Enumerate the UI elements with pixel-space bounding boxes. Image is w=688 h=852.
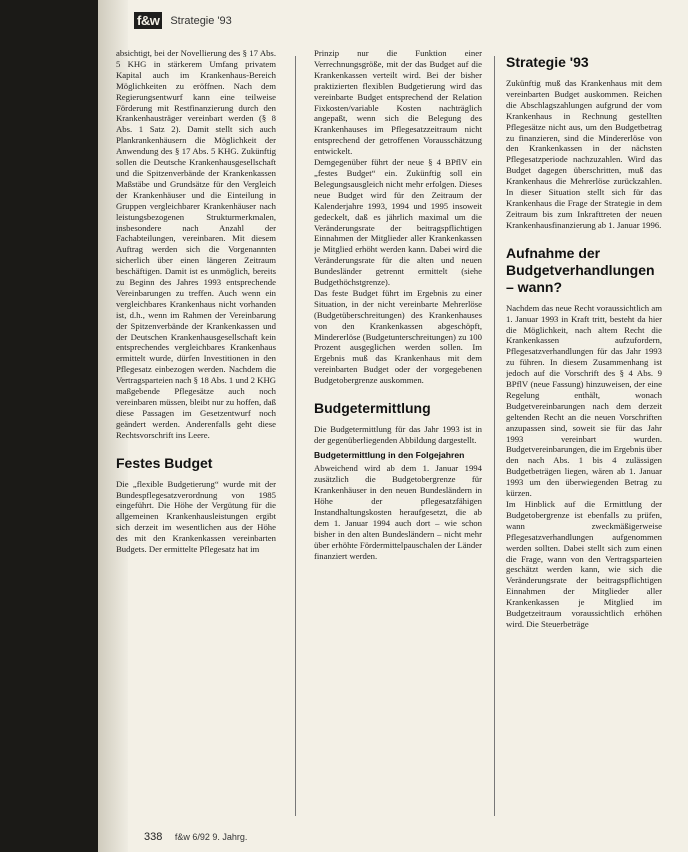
column-divider <box>494 56 495 816</box>
paragraph: absichtigt, bei der Novellierung des § 17 Abs. 5 KHG in stärkerem Umfang privatem Kapital auch im Krankenhaus-Bereich Möglichkeiten zu eröffnen. Nach dem Regierungsentwurf kann eine teilweise Förderung mit Restfinanzierung durch den Krankenhausträger vereinbart werden (§ 8 Abs. 1 Satz 2). Damit stellt sich auch Plankrankenhäusern die Möglichkeit der Anwendung des § 17 Abs. 5 KHG. Zukünftig sollen die Deutsche Krankenhausgesellschaft und die Spitzenverbände der Krankenkassen Maßstäbe und Grundsätze für den Vergleich der Krankenhäuser und die Einteilung in Gruppen vergleichbarer Krankenhäuser nach leistungsbezogenen Strukturmerkmalen, insbesondere nach Anzahl der Fachabteilungen, vereinbaren. Mit diesem Auftrag werden sich die Vorgenannten sicherlich über einen längeren Zeitraum beschäftigen. Damit ist es unmöglich, bereits zu Beginn des Jahres 1993 entsprechende Vereinbarungen zu treffen. Auch wenn ein vergleichbares Krankenhaus nicht vorhanden ist, d.h., wenn im Rahmen der Vereinbarung der Spitzenverbände der Krankenkassen und der Deutschen Krankenhausgesellschaft kein entsprechendes vergleichbares Krankenhaus ermittelt wurde, dürfen Investitionen in den Pflegesatz einbezogen werden. Nachdem die Vertragsparteien nach § 18 Abs. 1 und 2 KHG maßgebende Pflegesätze auch noch vereinbaren müssen, bleibt nur zu hoffen, daß diese Passagen im Gesetzentwurf noch geändert werden. Anderenfalls geht diese Rechtsvorschrift ins Leere. <box>116 48 276 440</box>
paragraph: Zukünftig muß das Krankenhaus mit dem vereinbarten Budget auskommen. Reichen die Abschlagszahlungen aufgrund der vom Krankenhaus in Rechnung gestellten Pflegesätze nicht aus, um den Budgetbetrag zu finanzieren, sind die Mindererlöse von den Krankenkassen in der nächsten Pflegesatzperiode nachzuzahlen. Wird das Budget dagegen überschritten, muß das Krankenhaus die Mehrerlöse zurückzahlen. In dieser Situation stellt sich für das Krankenhaus die Frage der Strategie in dem Zeitraum bis zum Inkrafttreten der neuen Krankenhausfinanzierung ab 1. Januar 1996. <box>506 78 662 230</box>
section-heading-festes-budget: Festes Budget <box>116 454 213 471</box>
column-divider <box>295 56 296 816</box>
footer-source: f&w 6/92 9. Jahrg. <box>174 832 248 842</box>
magazine-page <box>98 0 688 852</box>
paragraph: Prinzip nur die Funktion einer Verrechnungsgröße, mit der das Budget auf die Krankenkassen verteilt wird. Bei der bisher praktizierten flexiblen Budgetierung wird das vereinbarte Budget entsprechend der Relation Fixkosten/variable Kosten nachträglich angepaßt, wenn sich die Belegung des Krankenhauses im Pflegesatzzeitraum nicht entsprechend der getroffenen Vorausschätzung entwickelt. <box>314 48 482 157</box>
paragraph: Das feste Budget führt im Ergebnis zu einer Situation, in der nicht vereinbarte Mehrerlöse (Budgetüberschreitungen) des Krankenhauses von den Krankenkassen abgeschöpft, Mindererlöse (Budgetunterschreitungen) zu 100 Prozent ausgeglichen werden sollen. Im Ergebnis muß das Krankenhaus mit dem vereinbarten Budget oder der vorgegebenen Budgetobergrenze auskommen. <box>314 287 482 386</box>
paragraph: Demgegenüber führt der neue § 4 BPflV ein „festes Budget“ ein. Zukünftig soll ein Belegungsausgleich nicht mehr erfolgen. Dieses neue Budget wird für den Zeitraum der Kalenderjahre 1993, 1994 und 1995 insoweit gedeckelt, daß es jährlich maximal um die Veränderungsrate der beitragspflichtigen Einnahmen der Mitglieder aller Krankenkassen je Mitglied erhöht werden kann. Dabei wird die Veränderungsrate für die alten und neuen Bundesländer getrennt ermittelt (siehe Budgethöchstgrenze). <box>314 157 482 288</box>
paragraph: Die Budgetermittlung für das Jahr 1993 ist in der gegenüberliegenden Abbildung dargestellt. <box>314 424 482 445</box>
text-column-3 <box>506 48 662 790</box>
running-header <box>134 12 232 29</box>
paragraph: Abweichend wird ab dem 1. Januar 1994 zusätzlich die Budgetobergrenze für Krankenhäuser in den neuen Bundesländern in Höhe der pflegesatzfähigen Instandhaltungskosten heraufgesetzt, die ab dem 1. Januar 1994 auch dort – wie schon bisher in den alten Bundesländern – nicht mehr über erhöhte Fördermittelpauschalen der Länder finanziert werden. <box>314 463 482 561</box>
running-header-title: Strategie '93 <box>170 14 232 27</box>
paragraph: Die „flexible Budgetierung“ wurde mit der Bundespflegesatzverordnung von 1985 eingeführt. Die Höhe der Vergütung für die allgemeinen Krankenhausleistungen ergibt sich derzeit im wesentlichen aus der Höhe des mit den Krankenkassen vereinbarten Budgets. Der ermittelte Pflegesatz hat im <box>116 478 276 555</box>
page-footer <box>144 831 247 843</box>
paragraph: Nachdem das neue Recht voraussichtlich am 1. Januar 1993 in Kraft tritt, besteht da hier die Möglichkeit, nach altem Recht die Krankenkassen aufzufordern, Pflegesatzverhandlungen für das Jahr 1993 zu führen. In diesem Zusammenhang ist jedoch auf die Vorschrift des § 4 Abs. 9 BPflV (neue Fassung) hinzuweisen, der eine Regelung enthält, wonach Budgetvereinbarungen nach dem derzeit geltenden Recht an die neuen Vorschriften anzupassen sind, soweit sie für das Jahr 1993 vereinbart wurden. Budgetvereinbarungen, die im Ergebnis über den nach Abs. 1 bis 4 zulässigen Budgetbeträgen liegen, wären ab 1. Januar 1993 um den überwiegenden Betrag zu kürzen. <box>506 302 662 499</box>
section-heading-budgetermittlung: Budgetermittlung <box>314 400 431 417</box>
section-heading-strategie: Strategie '93 <box>506 54 589 70</box>
paragraph: Im Hinblick auf die Ermittlung der Budgetobergrenze ist ebenfalls zu prüfen, wann zweckmäßigerweise Pflegesatzverhandlungen aufgenommen werden sollten. Dabei stellt sich zum einen die Frage, wann von den Vertragsparteien geschätzt werden kann, wie sich die Veränderungsrate der beitragspflichtigen Einnahmen der Mitglieder aller Krankenkassen je Mitglied im Budgetzeitraum voraussichtlich erhöhen wird. Die Steuerbeträge <box>506 499 662 629</box>
section-heading-budgetverhandlungen: Aufnahme der Budgetverhandlungen – wann? <box>506 244 655 295</box>
text-column-1 <box>116 48 276 840</box>
subheading-folgejahre: Budgetermittlung in den Folgejahren <box>314 449 465 460</box>
magazine-logo: f&w <box>134 12 162 29</box>
page-number: 338 <box>144 831 163 843</box>
text-column-2 <box>314 48 482 838</box>
